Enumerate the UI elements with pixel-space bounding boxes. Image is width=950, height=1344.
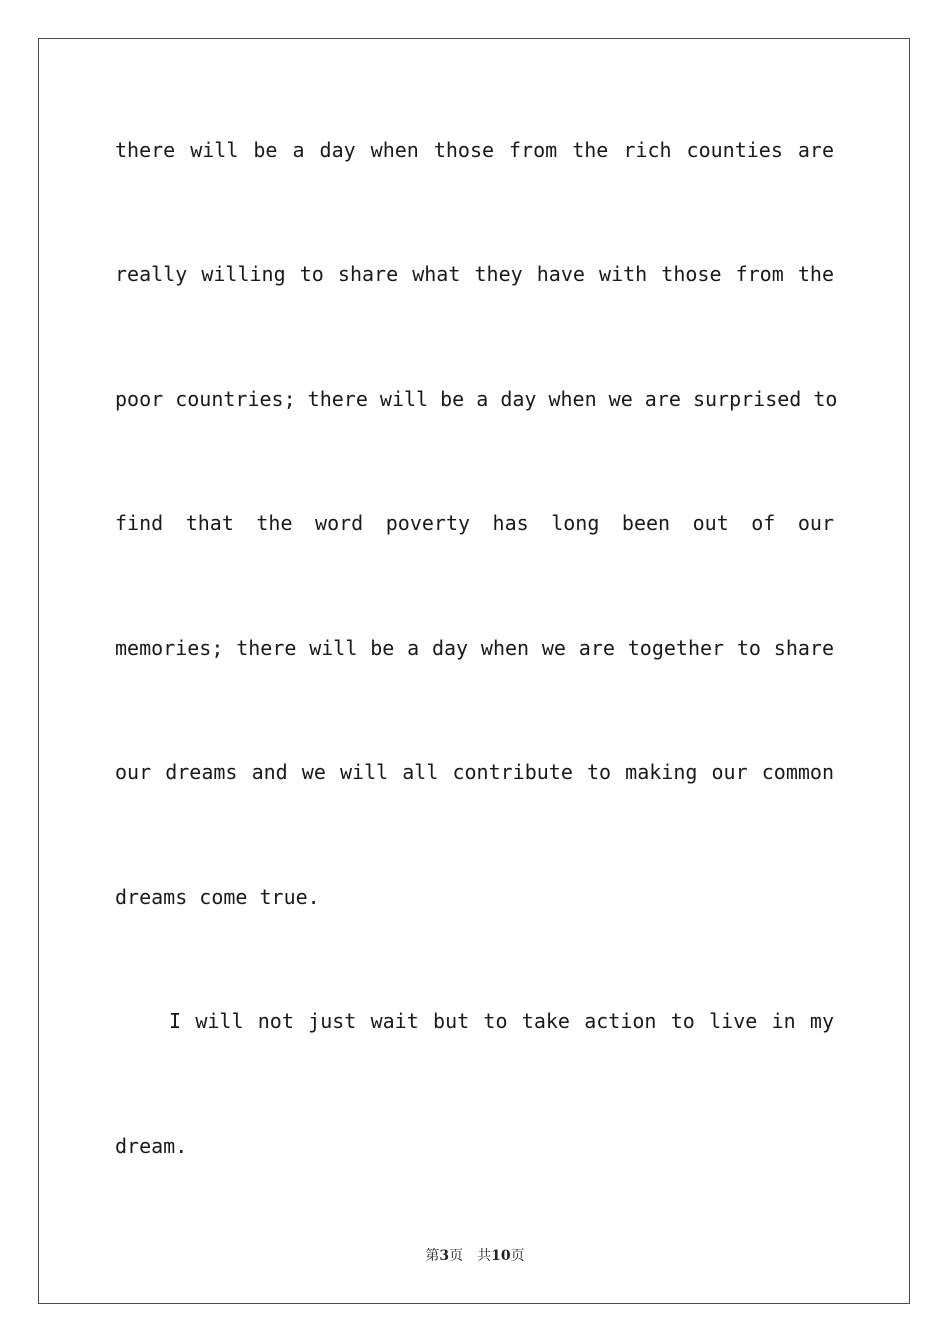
page-border — [38, 38, 910, 1304]
body-text-line: really willing to share what they have with those from the — [115, 262, 834, 286]
body-text-line: find that the word poverty has long been out of our — [115, 511, 834, 535]
page-label-suffix: 页 — [449, 1248, 464, 1264]
body-text-line: our dreams and we will all contribute to making our common — [115, 760, 834, 784]
body-text-line: memories; there will be a day when we are together to share — [115, 636, 834, 660]
body-text-line: there will be a day when those from the rich counties are — [115, 138, 834, 162]
total-label-suffix: 页 — [510, 1248, 525, 1264]
total-label-prefix: 共 — [477, 1248, 492, 1264]
total-pages: 10 — [491, 1248, 511, 1264]
body-text-line: dreams come true. — [115, 885, 320, 909]
body-text-line: dream. — [115, 1134, 188, 1158]
body-text-line: poor countries; there will be a day when we are surprised to — [115, 387, 838, 411]
body-text-line: I will not just wait but to take action to live in my — [169, 1009, 834, 1033]
page-number: 3 — [439, 1248, 450, 1264]
page-footer — [0, 1247, 950, 1265]
page-label-prefix: 第 — [425, 1248, 440, 1264]
